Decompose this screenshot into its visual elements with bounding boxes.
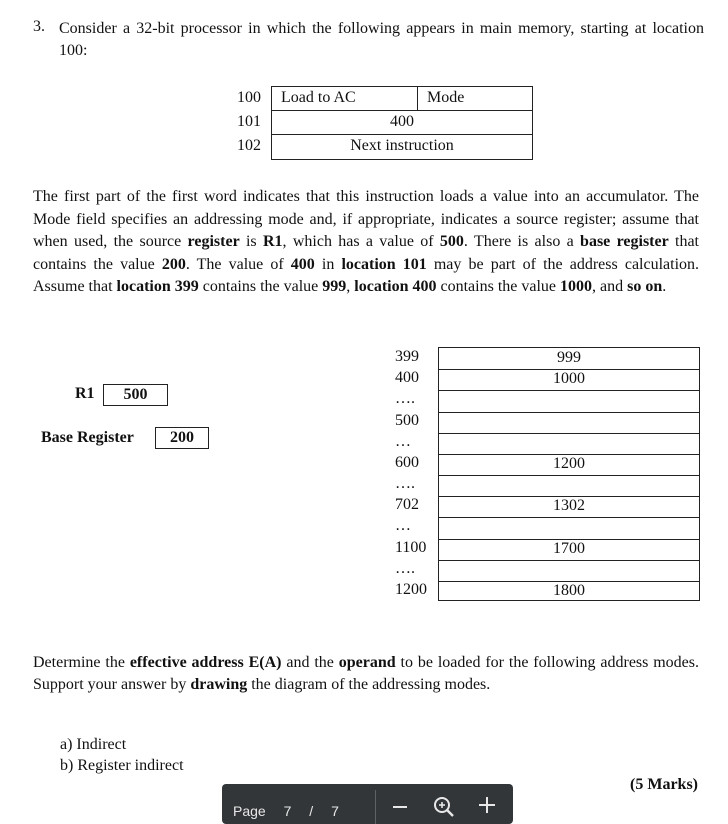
memory-value: 1302 bbox=[553, 497, 585, 515]
determine-run: operand bbox=[338, 654, 396, 671]
memory-address: …. bbox=[395, 475, 415, 493]
part-a: a) Indirect bbox=[60, 736, 127, 753]
memory-value: 1700 bbox=[553, 539, 585, 557]
question-number: 3. bbox=[33, 18, 45, 35]
paragraph-run: base register bbox=[580, 233, 669, 250]
paragraph-run: . The value of bbox=[185, 255, 291, 273]
determine-run: to be loaded for the following address modes. Support your answer by bbox=[33, 654, 700, 693]
paragraph-run: , bbox=[346, 278, 355, 295]
next-instruction-cell: Next instruction bbox=[350, 137, 454, 154]
opcode-cell: Load to AC bbox=[281, 89, 356, 106]
question-text: Consider a 32-bit processor in which the following appears in main memory, starting at location 100: bbox=[59, 20, 704, 59]
memory-address: 1100 bbox=[395, 538, 427, 556]
memory-row-divider bbox=[439, 560, 699, 561]
memory-row-divider bbox=[439, 390, 699, 391]
memory-address: …. bbox=[395, 559, 415, 577]
determine-run: Determine the bbox=[33, 654, 130, 671]
parts-list bbox=[60, 734, 184, 776]
page-label: Page bbox=[233, 803, 266, 819]
memory-address: … bbox=[395, 432, 411, 450]
determine-run: the diagram of the addressing modes. bbox=[247, 676, 491, 693]
instruction-table bbox=[271, 86, 533, 160]
part-b: b) Register indirect bbox=[60, 757, 184, 774]
paragraph-run: 999 bbox=[322, 278, 347, 295]
instruction-row-opcode bbox=[272, 87, 532, 111]
r1-label: R1 bbox=[75, 385, 95, 402]
memory-row-divider bbox=[439, 475, 699, 476]
paragraph-run: so on bbox=[627, 278, 663, 295]
zoom-out-icon[interactable] bbox=[391, 797, 409, 813]
instruction-row-operand bbox=[272, 111, 532, 135]
paragraph-run: location 399 bbox=[116, 278, 199, 295]
paragraph-run: , and bbox=[592, 278, 628, 295]
determine-run: drawing bbox=[190, 676, 248, 693]
base-register-label: Base Register bbox=[41, 429, 134, 446]
memory-value: 1200 bbox=[553, 454, 585, 472]
paragraph-run: location 400 bbox=[354, 278, 437, 295]
base-register-value: 200 bbox=[170, 429, 194, 446]
paragraph-run: that contains the value bbox=[33, 233, 700, 273]
memory-row-divider bbox=[439, 517, 699, 518]
instruction-address-101: 101 bbox=[237, 113, 261, 130]
paragraph-run: R1 bbox=[262, 233, 283, 250]
paragraph-run: location 101 bbox=[341, 255, 427, 273]
paragraph-run: 400 bbox=[290, 255, 315, 273]
memory-address: 400 bbox=[395, 369, 419, 387]
r1-value-box bbox=[103, 384, 168, 406]
paragraph-run: may be part of the address calculation. Assume that bbox=[33, 255, 700, 295]
determine-run: and the bbox=[281, 654, 339, 671]
paragraph-run: in bbox=[314, 255, 342, 273]
paragraph-run: The first part of the first word indicates that this instruction loads a value into an accumulator. The Mode field specifies an addressing mode and, if appropriate, indicates a source register; assume that when used, the source bbox=[33, 188, 699, 250]
memory-table bbox=[438, 347, 700, 601]
memory-address: … bbox=[395, 517, 411, 535]
instruction-row-next bbox=[272, 135, 532, 159]
memory-row-divider bbox=[439, 433, 699, 434]
base-register-value-box bbox=[155, 427, 209, 449]
page-indicator bbox=[233, 803, 339, 819]
toolbar-divider bbox=[375, 790, 376, 824]
paragraph-run: 500 bbox=[439, 233, 464, 250]
paragraph-run: is bbox=[239, 233, 263, 250]
total-pages: 7 bbox=[331, 803, 339, 819]
zoom-in-icon[interactable] bbox=[477, 795, 497, 815]
instruction-address-100: 100 bbox=[237, 89, 261, 106]
paragraph-run: . bbox=[662, 278, 667, 295]
memory-address: 702 bbox=[395, 496, 419, 514]
memory-address: …. bbox=[395, 390, 415, 408]
memory-address: 399 bbox=[395, 348, 419, 365]
memory-value: 1800 bbox=[553, 581, 585, 599]
mode-cell: Mode bbox=[427, 89, 465, 106]
paragraph-run: 200 bbox=[161, 255, 186, 273]
memory-address: 600 bbox=[395, 453, 419, 471]
marks-label: (5 Marks) bbox=[630, 776, 698, 793]
zoom-fit-icon[interactable] bbox=[433, 796, 455, 818]
instruction-address-102: 102 bbox=[237, 137, 261, 154]
mode-divider bbox=[417, 87, 418, 111]
determine-run: effective address E(A) bbox=[129, 654, 282, 671]
memory-row-divider bbox=[439, 412, 699, 413]
memory-value: 999 bbox=[557, 349, 581, 366]
paragraph-run: 1000 bbox=[560, 278, 593, 295]
operand-cell: 400 bbox=[390, 113, 414, 130]
memory-address: 1200 bbox=[395, 580, 427, 598]
r1-value: 500 bbox=[123, 386, 148, 403]
paragraph-run: , which has a value of bbox=[282, 233, 440, 250]
paragraph-run: contains the value bbox=[198, 278, 323, 295]
page-separator: / bbox=[309, 803, 314, 819]
paragraph-run: contains the value bbox=[436, 278, 561, 295]
current-page[interactable]: 7 bbox=[283, 803, 292, 819]
paragraph-run: . There is also a bbox=[463, 233, 581, 250]
description-paragraph bbox=[33, 186, 699, 299]
determine-paragraph bbox=[33, 652, 699, 696]
memory-value: 1000 bbox=[553, 370, 585, 388]
memory-address: 500 bbox=[395, 411, 419, 429]
paragraph-run: register bbox=[187, 233, 240, 250]
viewer-toolbar bbox=[222, 784, 513, 824]
